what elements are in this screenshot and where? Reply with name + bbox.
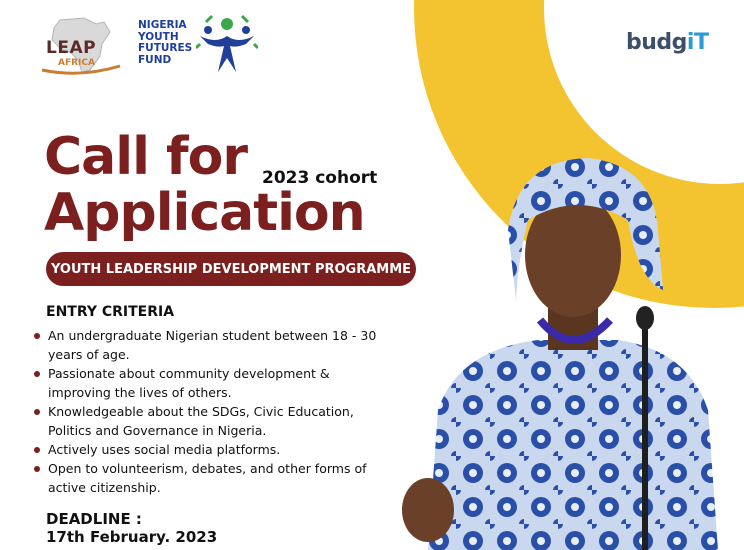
budgit-logo bbox=[626, 30, 708, 55]
nyff-line: FUTURES bbox=[138, 42, 193, 54]
entry-criteria-heading: ENTRY CRITERIA bbox=[46, 304, 175, 320]
deadline-label: DEADLINE : bbox=[46, 510, 142, 528]
leap-africa-logo bbox=[40, 14, 122, 76]
nyff-line: YOUTH bbox=[138, 30, 179, 43]
title-line-2: Application bbox=[44, 183, 365, 243]
nyff-wordmark bbox=[138, 20, 200, 66]
bullet-icon bbox=[34, 466, 40, 472]
speaker-photo bbox=[388, 150, 744, 550]
criteria-item bbox=[32, 364, 382, 402]
criteria-list bbox=[32, 326, 382, 497]
title-line-1: Call for bbox=[44, 127, 247, 187]
bullet-icon bbox=[34, 409, 40, 415]
criteria-text: An undergraduate Nigerian student between 18 - 30 years of age. bbox=[48, 328, 377, 362]
criteria-text: Open to volunteerism, debates, and other forms of active citizenship. bbox=[48, 461, 367, 495]
nyff-line: NIGERIA bbox=[138, 19, 187, 31]
nyff-figure-icon bbox=[196, 14, 258, 76]
budgit-wordmark: budg bbox=[626, 30, 687, 55]
criteria-item bbox=[32, 326, 382, 364]
africa-wordmark: AFRICA bbox=[58, 58, 95, 68]
logo-bar bbox=[40, 14, 122, 76]
criteria-text: Passionate about community development & improving the lives of others. bbox=[48, 366, 330, 400]
criteria-item bbox=[32, 402, 382, 440]
criteria-text: Actively uses social media platforms. bbox=[48, 442, 281, 457]
programme-banner: YOUTH LEADERSHIP DEVELOPMENT PROGRAMME bbox=[46, 252, 416, 286]
bullet-icon bbox=[34, 447, 40, 453]
criteria-text: Knowledgeable about the SDGs, Civic Education, Politics and Governance in Nigeria. bbox=[48, 404, 354, 438]
criteria-item bbox=[32, 440, 382, 459]
bullet-icon bbox=[34, 333, 40, 339]
nyff-line: FUND bbox=[138, 53, 172, 66]
bullet-icon bbox=[34, 371, 40, 377]
deadline-date: 17th February. 2023 bbox=[46, 528, 218, 546]
cohort-label: 2023 cohort bbox=[262, 168, 378, 188]
criteria-item bbox=[32, 459, 382, 497]
leap-wordmark: LEAP bbox=[46, 38, 97, 58]
budgit-accent: iT bbox=[686, 30, 709, 55]
